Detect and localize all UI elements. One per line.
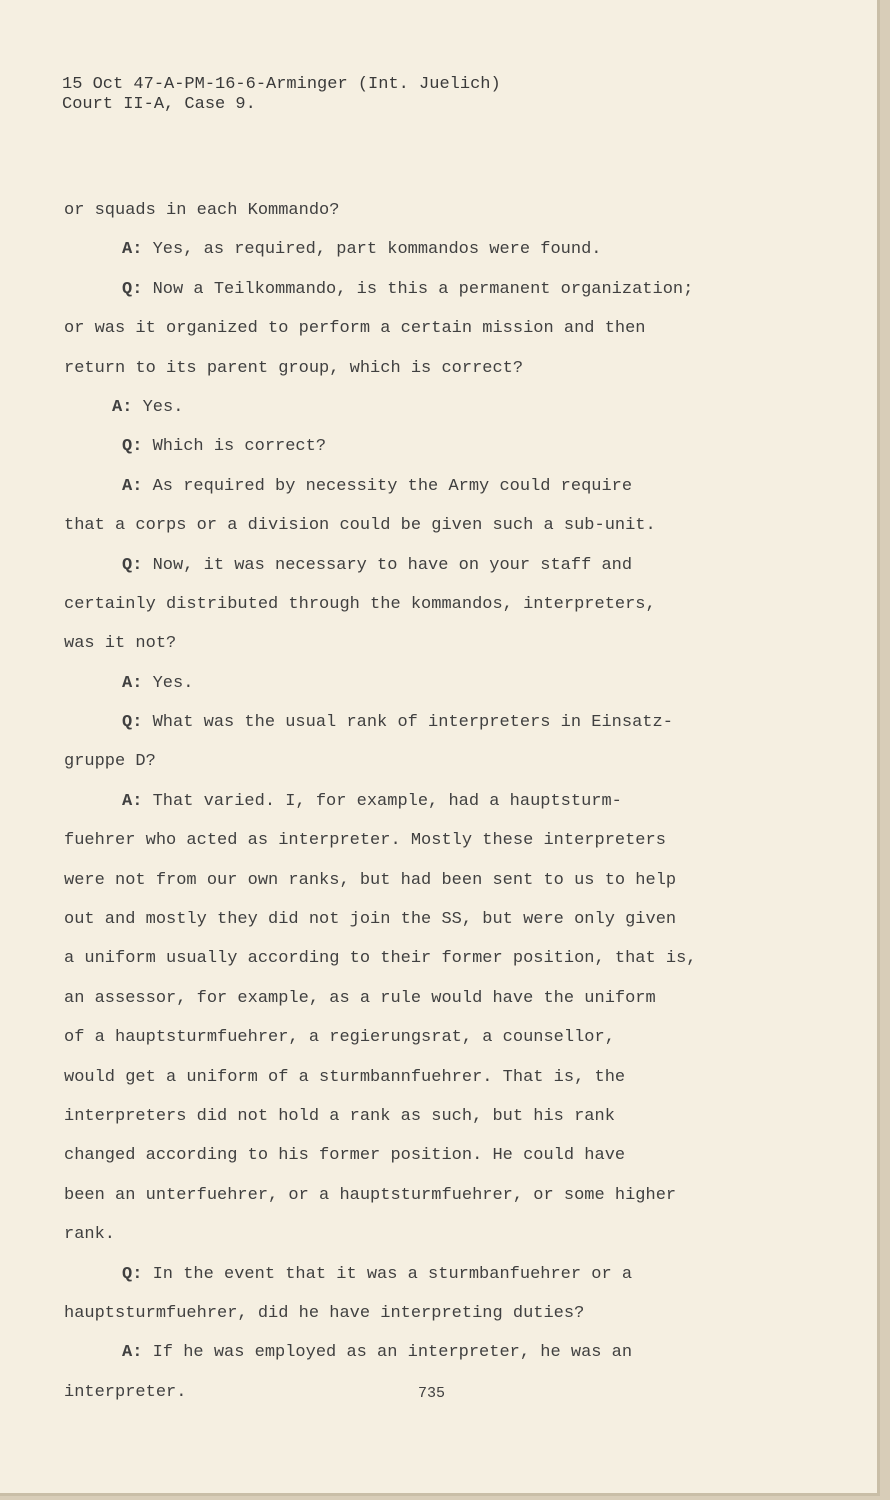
header-court-case: Court II-A, Case 9. [62, 95, 256, 114]
transcript-text: hauptsturmfuehrer, did he have interpreting duties? [64, 1303, 585, 1323]
transcript-text: As required by necessity the Army could require [142, 476, 633, 496]
transcript-text: a uniform usually according to their former position, that is, [64, 949, 697, 969]
page-number: 735 [418, 1385, 446, 1402]
transcript-line [64, 939, 804, 978]
transcript-text: that a corps or a division could be given such a sub-unit. [64, 516, 656, 536]
document-header [62, 75, 501, 115]
transcript-text: If he was employed as an interpreter, he was an [142, 1343, 633, 1363]
transcript-line [64, 1097, 804, 1136]
transcript-text: Now, it was necessary to have on your staff and [142, 555, 633, 575]
speaker-label: A: [122, 791, 143, 811]
transcript-text: What was the usual rank of interpreters in Einsatz- [142, 713, 673, 733]
transcript-line [64, 979, 804, 1018]
transcript-line [64, 821, 804, 860]
transcript-line [64, 427, 804, 466]
transcript-text: return to its parent group, which is correct? [64, 358, 524, 378]
speaker-label: Q: [122, 437, 143, 457]
transcript-text: gruppe D? [64, 752, 156, 772]
transcript-text: Now a Teilkommando, is this a permanent organization; [142, 279, 694, 299]
transcript-line [64, 900, 804, 939]
transcript-text: Which is correct? [142, 437, 327, 457]
transcript-text: Yes. [142, 673, 194, 693]
transcript-line [64, 703, 804, 742]
transcript-text: would get a uniform of a sturmbannfuehrer. That is, the [64, 1067, 626, 1087]
transcript-line [64, 585, 804, 624]
transcript-text: were not from our own ranks, but had been sent to us to help [64, 870, 677, 890]
transcript-line [64, 1018, 804, 1057]
transcript-line [64, 1255, 804, 1294]
transcript-text: interpreters did not hold a rank as such, but his rank [64, 1106, 615, 1126]
transcript-body [64, 191, 804, 1412]
transcript-text: Yes. [132, 397, 184, 417]
header-case-reference: 15 Oct 47-A-PM-16-6-Arminger (Int. Juelich) [62, 75, 501, 94]
transcript-line [64, 1215, 804, 1254]
transcript-line [64, 546, 804, 585]
transcript-line [64, 349, 804, 388]
transcript-text: was it not? [64, 634, 177, 654]
speaker-label: A: [112, 397, 133, 417]
transcript-line [64, 624, 804, 663]
transcript-line [64, 664, 804, 703]
speaker-label: A: [122, 476, 143, 496]
transcript-text: certainly distributed through the kommandos, interpreters, [64, 594, 656, 614]
transcript-text: out and mostly they did not join the SS, but were only given [64, 910, 677, 930]
speaker-label: Q: [122, 555, 143, 575]
transcript-text: of a hauptsturmfuehrer, a regierungsrat, a counsellor, [64, 1028, 615, 1048]
transcript-line [64, 388, 804, 427]
speaker-label: A: [122, 240, 143, 260]
transcript-text: fuehrer who acted as interpreter. Mostly these interpreters [64, 831, 666, 851]
transcript-text: or squads in each Kommando? [64, 201, 340, 220]
transcript-text: been an unterfuehrer, or a hauptsturmfuehrer, or some higher [64, 1185, 677, 1205]
transcript-line [64, 506, 804, 545]
transcript-text: That varied. I, for example, had a hauptsturm- [142, 791, 622, 811]
transcript-text: Yes, as required, part kommandos were found. [142, 240, 602, 260]
transcript-text: In the event that it was a sturmbanfuehrer or a [142, 1264, 633, 1284]
transcript-text: an assessor, for example, as a rule would have the uniform [64, 988, 656, 1008]
transcript-line [64, 1333, 804, 1372]
transcript-line [64, 861, 804, 900]
transcript-line [64, 782, 804, 821]
speaker-label: A: [122, 673, 143, 693]
transcript-line [64, 191, 804, 230]
speaker-label: Q: [122, 713, 143, 733]
speaker-label: Q: [122, 279, 143, 299]
transcript-line [64, 270, 804, 309]
transcript-line [64, 309, 804, 348]
transcript-text: rank. [64, 1225, 116, 1245]
transcript-line [64, 1176, 804, 1215]
transcript-line [64, 1058, 804, 1097]
transcript-text: or was it organized to perform a certain mission and then [64, 319, 646, 339]
transcript-line [64, 230, 804, 269]
transcript-line [64, 742, 804, 781]
speaker-label: Q: [122, 1264, 143, 1284]
transcript-text: changed according to his former position. He could have [64, 1146, 626, 1166]
transcript-line [64, 467, 804, 506]
transcript-text: interpreter. [64, 1382, 187, 1402]
transcript-line [64, 1136, 804, 1175]
transcript-line [64, 1294, 804, 1333]
speaker-label: A: [122, 1343, 143, 1363]
